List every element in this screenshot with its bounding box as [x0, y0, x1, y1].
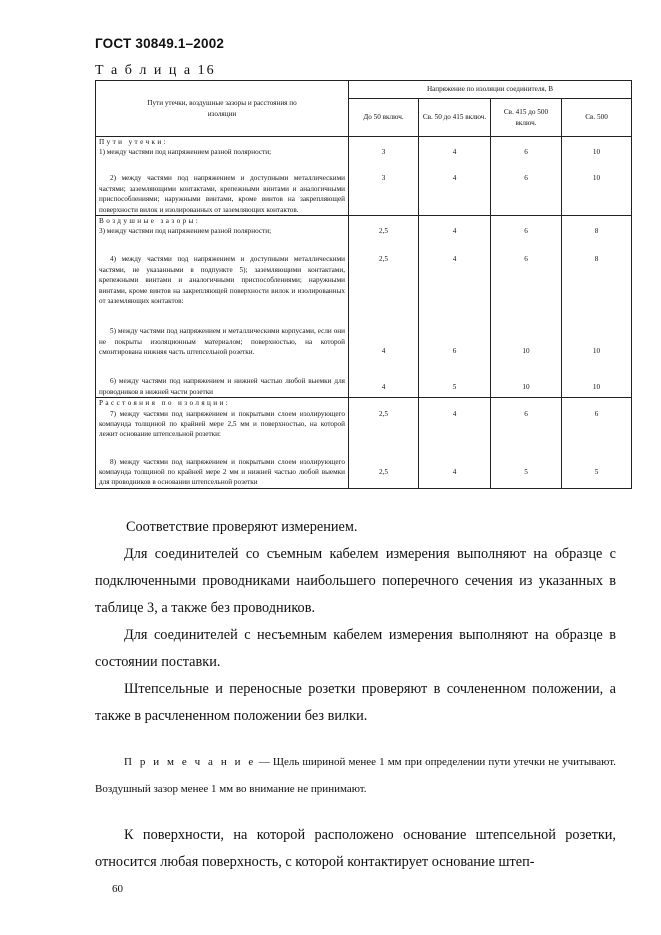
row-value: 4	[419, 226, 491, 254]
row-value: 4	[419, 457, 491, 489]
row-description: 7) между частями под напряжением и покрытыми слоем изолирующего компаунда толщиной по крайней мере 2,5 мм и поверхностью, на которой лежит основание штепсельной розетки:	[96, 409, 349, 457]
paragraph-detachable-cable: Для соединителей со съемным кабелем измерения выполняют на образце с подключенными проводниками наибольшего поперечного сечения из указанных в таблице 3, а также без проводников.	[95, 546, 616, 616]
table-row	[96, 376, 632, 397]
document-header: ГОСТ 30849.1–2002	[95, 36, 225, 51]
col-header-main: Пути утечки, воздушные зазоры и расстояния по изоляции	[96, 81, 349, 137]
row-description: 4) между частями под напряжением и доступными металлическими частями, не указанными в подпункте 5); заземляющими контактами, крепежными винтами и аналогичными приспособлениями; наружными винтами, кроме винтов на закрепляющей поверхности вилок и изолированных от заземляющих контактов:	[96, 254, 349, 326]
row-value: 4	[419, 254, 491, 326]
group-title-row	[96, 137, 632, 148]
group-title: Расстояния по изоляции:	[96, 398, 349, 409]
row-value: 2,5	[349, 457, 419, 489]
row-description: 8) между частями под напряжением и покрытыми слоем изолирующего компаунда толщиной по крайней мере 2 мм и нижней частью любой выемки для проводников в основании штепсельной розетки	[96, 457, 349, 489]
row-value: 2,5	[349, 226, 419, 254]
row-value: 4	[419, 173, 491, 215]
row-value: 3	[349, 173, 419, 215]
col-header-v4: Св. 500	[562, 99, 632, 137]
row-value: 8	[562, 254, 632, 326]
note-label: П р и м е ч а н и е	[124, 756, 256, 768]
note-paragraph	[95, 749, 616, 803]
row-value: 6	[491, 254, 562, 326]
group-title: Воздушные зазоры:	[96, 216, 349, 227]
table-row	[96, 409, 632, 457]
row-value: 2,5	[349, 254, 419, 326]
row-description: 6) между частями под напряжением и нижней частью любой выемки для проводников в нижней части розетки	[96, 376, 349, 397]
row-description: 3) между частями под напряжением разной полярности;	[96, 226, 349, 254]
row-value: 10	[562, 147, 632, 173]
table-title: Т а б л и ц а 16	[95, 63, 216, 78]
page-number: 60	[112, 883, 123, 895]
row-value: 6	[491, 147, 562, 173]
row-value: 10	[491, 376, 562, 397]
row-value: 6	[491, 226, 562, 254]
row-value: 5	[562, 457, 632, 489]
row-value: 3	[349, 147, 419, 173]
row-value: 10	[562, 376, 632, 397]
row-value: 10	[562, 326, 632, 376]
group-title: Пути утечки:	[96, 137, 349, 148]
table-row	[96, 147, 632, 173]
col-header-v3: Св. 415 до 500 включ.	[491, 99, 562, 137]
table-row	[96, 457, 632, 489]
paragraph-sockets: Штепсельные и переносные розетки проверяют в сочлененном положении, а также в расчлененном положении без вилки.	[95, 681, 616, 724]
row-value: 10	[491, 326, 562, 376]
row-value: 5	[419, 376, 491, 397]
table-row	[96, 226, 632, 254]
row-description: 5) между частями под напряжением и металлическими корпусами, если они не покрыты изоляционным материалом; поверхностью, на которой смонтирована нижняя часть штепсельной розетки.	[96, 326, 349, 376]
table-row	[96, 173, 632, 215]
paragraph-fixed-cable: Для соединителей с несъемным кабелем измерения выполняют на образце в состоянии поставки.	[95, 627, 616, 670]
clearances-table	[95, 80, 632, 489]
row-value: 2,5	[349, 409, 419, 457]
group-title-row	[96, 216, 632, 227]
row-value: 6	[491, 409, 562, 457]
row-value: 6	[562, 409, 632, 457]
col-header-v1: До 50 включ.	[349, 99, 419, 137]
table-row	[96, 254, 632, 326]
row-value: 4	[419, 147, 491, 173]
note-text: — Щель шириной менее 1 мм при определении пути утечки не учитывают. Воздушный зазор менее 1 мм во внимание не принимают.	[95, 756, 616, 795]
row-value: 6	[491, 173, 562, 215]
paragraph-verification: Соответствие проверяют измерением.	[126, 519, 358, 535]
paragraph-surface: К поверхности, на которой расположено основание штепсельной розетки, относится любая поверхность, с которой контактирует основание штеп-	[95, 827, 616, 870]
group-title-row	[96, 398, 632, 409]
row-value: 6	[419, 326, 491, 376]
col-header-v2: Св. 50 до 415 включ.	[419, 99, 491, 137]
row-description: 2) между частями под напряжением и доступными металлическими частями; заземляющими контактами, крепежными винтами и аналогичными приспособлениями; наружными винтами, кроме винтов на закрепляющей поверхности вилок и изолированных от заземляющих контактов.	[96, 173, 349, 215]
row-value: 4	[349, 376, 419, 397]
row-value: 4	[419, 409, 491, 457]
table-row	[96, 326, 632, 376]
row-value: 8	[562, 226, 632, 254]
row-description: 1) между частями под напряжением разной полярности;	[96, 147, 349, 173]
row-value: 5	[491, 457, 562, 489]
row-value: 4	[349, 326, 419, 376]
col-header-voltage: Напряжение по изоляции соединителя, В	[349, 81, 632, 99]
row-value: 10	[562, 173, 632, 215]
